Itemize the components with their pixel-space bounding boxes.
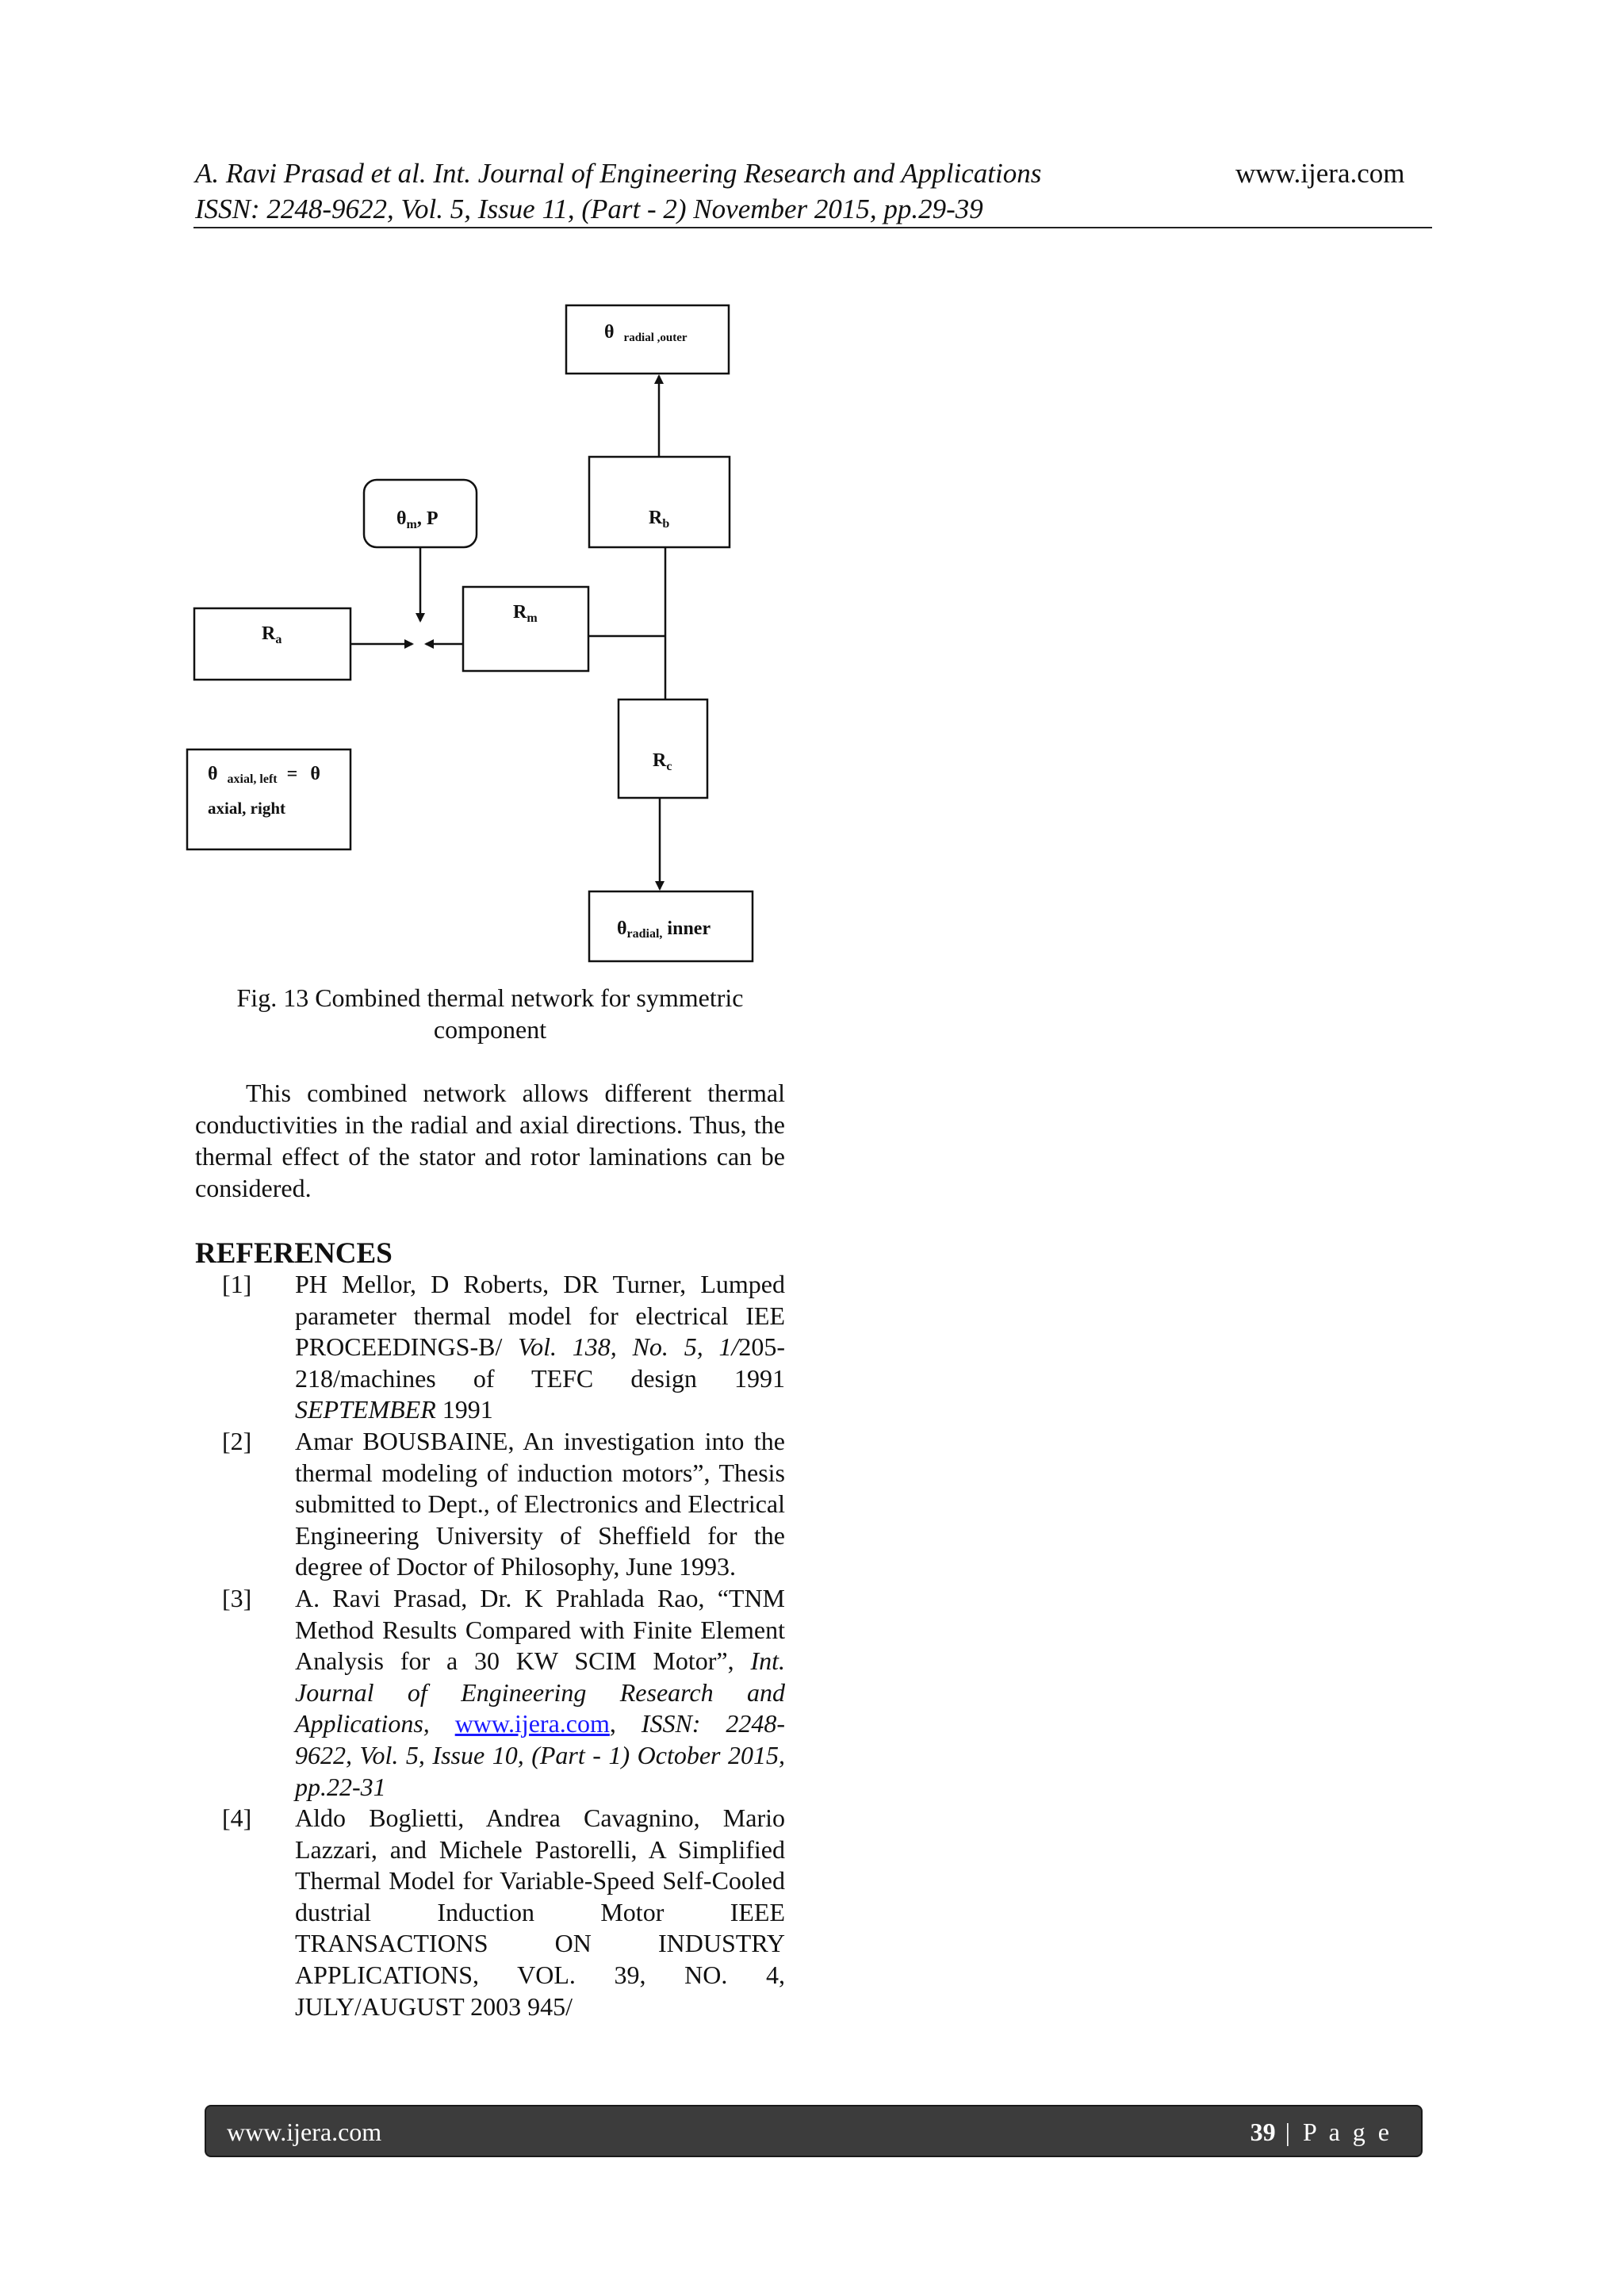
rb-box <box>589 457 730 547</box>
reference-number: [3] <box>222 1583 252 1612</box>
issn-line: ISSN: 2248-9622, Vol. 5, Issue 11, (Part - 2) November 2015, pp.29-39 <box>195 194 983 224</box>
theta-radial-inner-label: θradial, inner <box>617 918 711 941</box>
rc-label: $R_c$ <box>653 750 672 773</box>
theta-axial-label-line2: axial, right <box>208 799 285 818</box>
footer-website: www.ijera.com <box>227 2118 382 2146</box>
page-footer <box>205 2105 1423 2157</box>
figure-caption <box>195 982 785 1045</box>
reference-number: [4] <box>222 1803 252 1833</box>
rb-label: $R_b$ <box>649 508 670 531</box>
rm-box <box>463 587 588 671</box>
reference-item: [1] PH Mellor, D Roberts, DR Turner, Lumped parameter thermal model for electrical IEE PROCEEDINGS-B/ Vol. 138, No. 5, 1/205-218/machines of TEFC design 1991 SEPTEMBER 1991 <box>222 1270 786 1424</box>
header-website: www.ijera.com <box>1235 158 1405 189</box>
reference-item: [4] Aldo Boglietti, Andrea Cavagnino, Mario Lazzari, and Michele Pastorelli, A Simplified Thermal Model for Variable-Speed Self-Cooled dustrial Induction Motor IEEE TRANSACTIONS ON INDUSTRY APPLICATIONS, VOL. 39, NO. 4, JULY/AUGUST 2003 945/ <box>222 1803 785 2021</box>
rc-box <box>619 700 707 798</box>
reference-item: [3] A. Ravi Prasad, Dr. K Prahlada Rao, “TNM Method Results Compared with Finite Element Analysis for a 30 KW SCIM Motor”, Int. Journal of Engineering Research and Applications, www.ijera.com, ISSN: 2248-9622, Vol. 5, Issue 10, (Part - 1) October 2015, pp.22-31 <box>222 1583 786 1801</box>
body-paragraph-text: This combined network allows different thermal conductivities in the radial and axial directions. Thus, the thermal effect of the stator and rotor laminations can be considered. <box>195 1079 785 1202</box>
reference-number: [1] <box>222 1270 252 1298</box>
journal-line: A. Ravi Prasad et al. Int. Journal of Engineering Research and Applications <box>195 158 1042 189</box>
reference-item: [2] Amar BOUSBAINE, An investigation into the thermal modeling of induction motors”, Thesis submitted to Dept., of Electronics and Electrical Engineering University of Sheffield for the degree of Doctor of Philosophy, June 1993. <box>222 1426 785 1581</box>
footer-page-number: 39 | P a g e <box>1250 2118 1392 2146</box>
ra-box <box>194 608 350 680</box>
reference-number: [2] <box>222 1426 252 1455</box>
theta-radial-outer-label: θ radial ,outer <box>604 322 688 344</box>
references-list <box>195 1269 785 2022</box>
figure-caption-line2: component <box>433 1015 547 1044</box>
theta-m-p-label: $\theta_m$, P <box>396 508 439 531</box>
rm-label: $R_m$ <box>513 602 538 625</box>
figure-caption-line1: Fig. 13 Combined thermal network for symmetric <box>236 983 744 1012</box>
ra-label: $R_a$ <box>262 623 282 646</box>
references-heading: REFERENCES <box>195 1237 393 1270</box>
body-paragraph <box>195 1077 785 1204</box>
reference-link[interactable]: www.ijera.com <box>454 1709 610 1738</box>
theta-axial-label-line1: θ axial, left = θ <box>208 764 320 786</box>
thermal-network-diagram <box>0 0 1624 983</box>
